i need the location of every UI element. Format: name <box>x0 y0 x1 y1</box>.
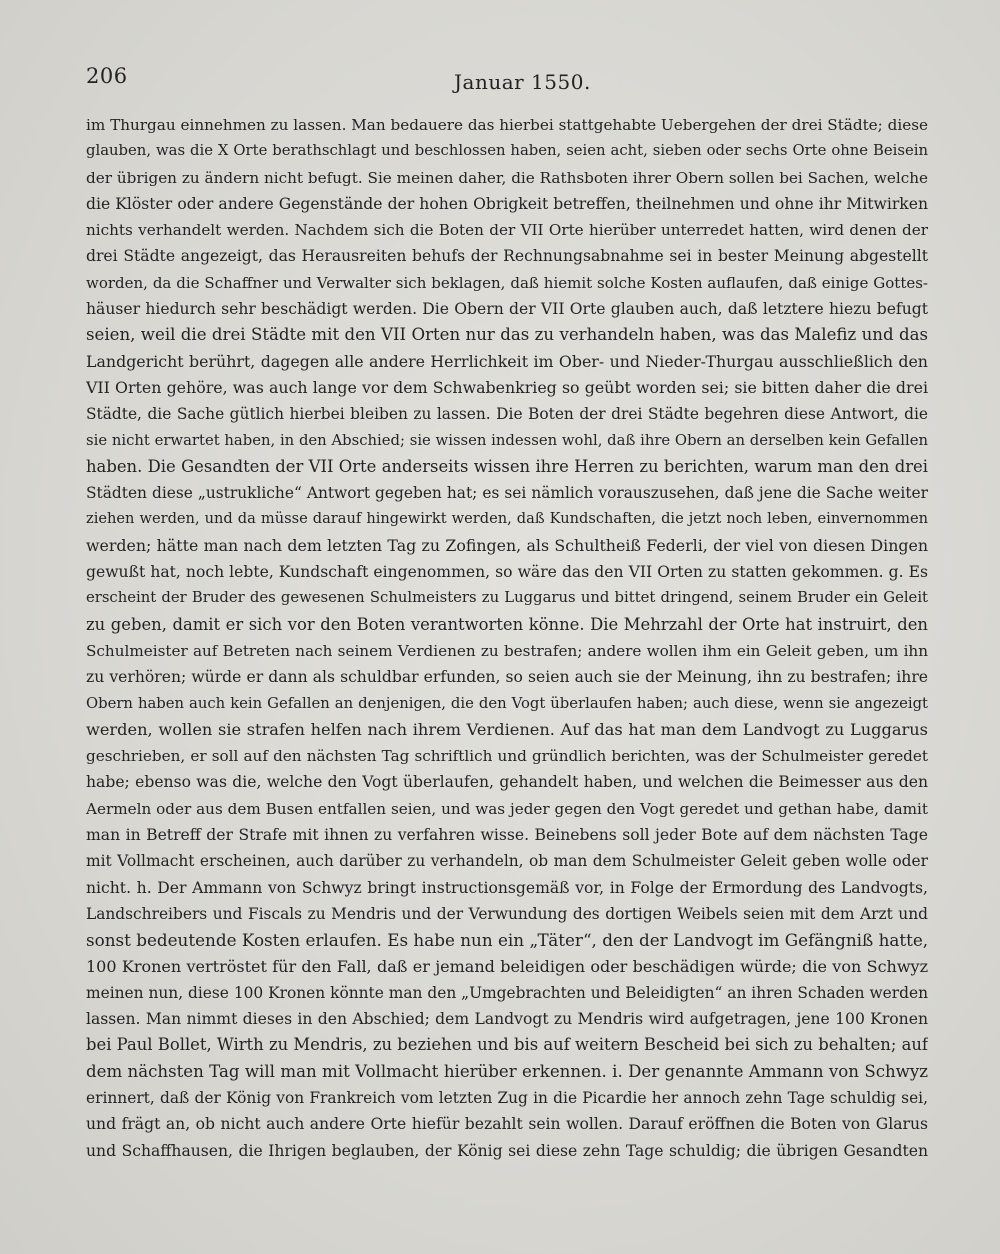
page-number: 206 <box>86 64 128 88</box>
text-line: erinnert, daß der König von Frankreich vom letzten Zug in die Picardie her annoch zehn Tage schuldig sei, <box>86 1088 928 1107</box>
text-line: haben. Die Gesandten der VII Orte anderseits wissen ihre Herren zu berichten, warum man den drei <box>86 456 928 476</box>
text-line: worden, da die Schaffner und Verwalter sich beklagen, daß hiemit solche Kosten auflaufen, daß einige Gottes- <box>86 273 928 292</box>
text-line: sonst bedeutende Kosten erlaufen. Es habe nun ein „Täter“, den der Landvogt im Gefängniß hatte, <box>86 930 928 951</box>
body-text <box>86 112 928 1164</box>
text-line: bei Paul Bollet, Wirth zu Mendris, zu beziehen und bis auf weitern Bescheid bei sich zu behalten; auf <box>86 1035 928 1055</box>
text-line: Städte, die Sache gütlich hierbei bleiben zu lassen. Die Boten der drei Städte begehren diese Antwort, die <box>86 405 928 424</box>
text-line: meinen nun, diese 100 Kronen könnte man den „Umgebrachten und Beleidigten“ an ihren Schaden werden <box>86 983 928 1002</box>
text-line: ziehen werden, und da müsse darauf hingewirkt werden, daß Kundschaften, die jetzt noch leben, einvernommen <box>86 510 928 528</box>
text-line: zu verhören; würde er dann als schuldbar erfunden, so seien auch sie der Meinung, ihn zu bestrafen; ihre <box>86 668 928 687</box>
text-line: man in Betreff der Strafe mit ihnen zu verfahren wisse. Beinebens soll jeder Bote auf dem nächsten Tage <box>86 826 928 845</box>
text-line: werden; hätte man nach dem letzten Tag zu Zofingen, als Schultheiß Federli, der viel von diesen Dingen <box>86 535 928 555</box>
text-line: seien, weil die drei Städte mit den VII Orten nur das zu verhandeln haben, was das Malefiz und das <box>86 325 928 345</box>
running-title: Januar 1550. <box>454 70 591 94</box>
text-line: und Schaffhausen, die Ihrigen beglauben, der König sei diese zehn Tage schuldig; die übrigen Gesandten <box>86 1141 928 1160</box>
text-line: lassen. Man nimmt dieses in den Abschied; dem Landvogt zu Mendris wird aufgetragen, jene 100 Kronen <box>86 1010 928 1029</box>
text-line: und frägt an, ob nicht auch andere Orte hiefür bezahlt sein wollen. Darauf eröffnen die Boten von Glarus <box>86 1115 928 1134</box>
text-line: nichts verhandelt werden. Nachdem sich die Boten der VII Orte hierüber unterredet hatten, wird denen der <box>86 221 928 240</box>
text-line: drei Städte angezeigt, das Herausreiten behufs der Rechnungsabnahme sei in bester Meinung abgestellt <box>86 247 928 266</box>
text-line: dem nächsten Tag will man mit Vollmacht hierüber erkennen. i. Der genannte Ammann von Schwyz <box>86 1061 928 1081</box>
text-line: werden, wollen sie strafen helfen nach ihrem Verdienen. Auf das hat man dem Landvogt zu Luggarus <box>86 719 928 739</box>
text-line: zu geben, damit er sich vor den Boten verantworten könne. Die Mehrzahl der Orte hat instruirt, den <box>86 614 928 634</box>
text-line: VII Orten gehöre, was auch lange vor dem Schwabenkrieg so geübt worden sei; sie bitten daher die drei <box>86 377 928 397</box>
text-line: Landgericht berührt, dagegen alle andere Herrlichkeit im Ober- und Nieder-Thurgau ausschließlich den <box>86 351 928 371</box>
text-line: glauben, was die X Orte berathschlagt und beschlossen haben, seien acht, sieben oder sechs Orte ohne Beisein <box>86 142 928 160</box>
text-line: Obern haben auch kein Gefallen an denjenigen, die den Vogt überlaufen haben; auch diese, wenn sie angezeigt <box>86 694 928 712</box>
text-line: Städten diese „ustrukliche“ Antwort gegeben hat; es sei nämlich vorauszusehen, daß jene die Sache weiter <box>86 484 928 503</box>
text-line: 100 Kronen vertröstet für den Fall, daß er jemand beleidigen oder beschädigen würde; die von Schwyz <box>86 956 928 976</box>
text-line: gewußt hat, noch lebte, Kundschaft eingenommen, so wäre das den VII Orten zu statten gekommen. g. Es <box>86 563 928 582</box>
text-line: sie nicht erwartet haben, in den Abschied; sie wissen indessen wohl, daß ihre Obern an derselben kein Gefallen <box>86 431 928 449</box>
text-line: im Thurgau einnehmen zu lassen. Man bedauere das hierbei stattgehabte Uebergehen der drei Städte; diese <box>86 116 928 134</box>
text-line: habe; ebenso was die, welche den Vogt überlaufen, gehandelt haben, und welchen die Beimesser aus den <box>86 773 928 792</box>
text-line: nicht. h. Der Ammann von Schwyz bringt instructionsgemäß vor, in Folge der Ermordung des Landvogts, <box>86 878 928 897</box>
text-line: erscheint der Bruder des gewesenen Schulmeisters zu Luggarus und bittet dringend, seinem Bruder ein Geleit <box>86 589 928 607</box>
text-line: mit Vollmacht erscheinen, auch darüber zu verhandeln, ob man dem Schulmeister Geleit geben wolle oder <box>86 852 928 871</box>
text-line: der übrigen zu ändern nicht befugt. Sie meinen daher, die Rathsboten ihrer Obern sollen bei Sachen, welche <box>86 168 928 187</box>
text-line: geschrieben, er soll auf den nächsten Tag schriftlich und gründlich berichten, was der Schulmeister geredet <box>86 747 928 766</box>
text-line: Schulmeister auf Betreten nach seinem Verdienen zu bestrafen; andere wollen ihm ein Geleit geben, um ihn <box>86 641 928 660</box>
text-line: häuser hiedurch sehr beschädigt werden. Die Obern der VII Orte glauben auch, daß letztere hiezu befugt <box>86 300 928 319</box>
text-line: die Klöster oder andere Gegenstände der hohen Obrigkeit betreffen, theilnehmen und ohne ihr Mitwirken <box>86 194 928 213</box>
text-line: Aermeln oder aus dem Busen entfallen seien, und was jeder gegen den Vogt geredet und gethan habe, damit <box>86 799 928 818</box>
text-line: Landschreibers und Fiscals zu Mendris und der Verwundung des dortigen Weibels seien mit dem Arzt und <box>86 904 928 923</box>
